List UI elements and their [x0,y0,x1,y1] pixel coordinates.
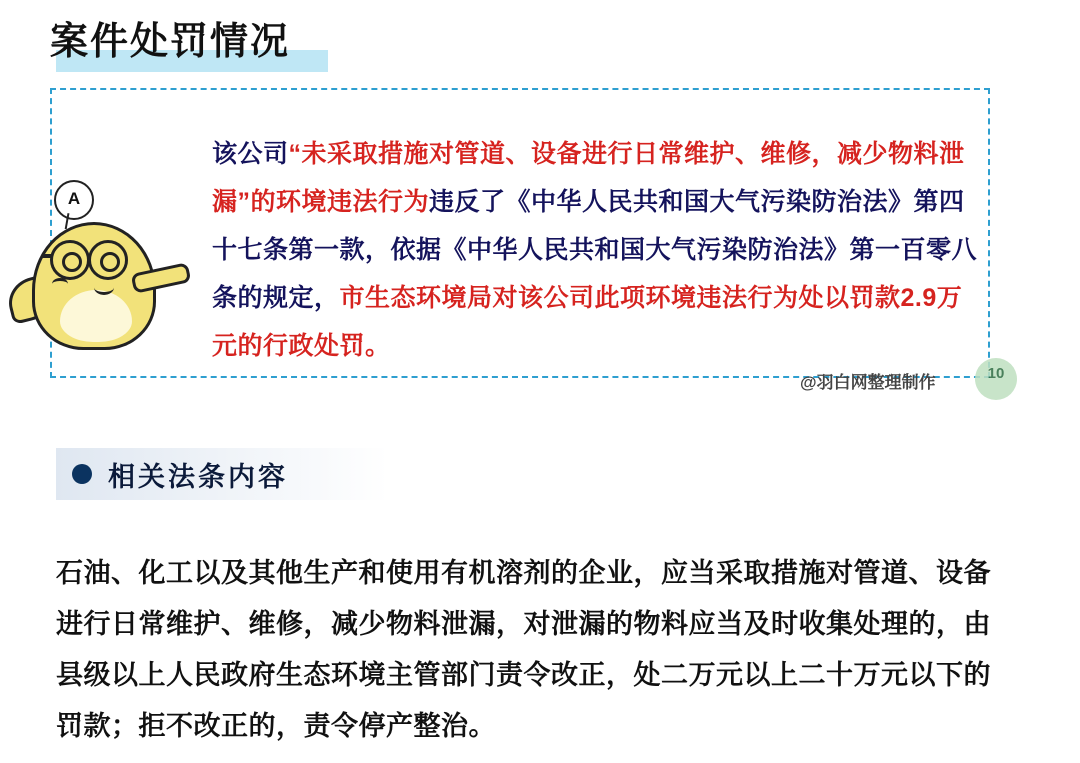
watermark-stamp [975,358,1017,400]
case-paragraph-run-3: 市生态环境局对该公司此项环境违法行为处以罚款2.9万元的行政处罚。 [212,284,963,360]
credit-text: @羽白网整理制作 [800,373,936,392]
section-heading [56,448,388,500]
mascot-balloon: A [54,180,94,220]
mascot-goggle-right [88,240,128,280]
page-title-text: 案件处罚情况 [50,21,291,63]
page-title [50,16,290,72]
case-paragraph-run-2: 违反了《中华人民共和国大气污染防治法》第四十七条第一款，依据《中华人民共和国大气污染防治法》第一百零八条的规定， [212,188,978,312]
case-paragraph [212,130,980,370]
mascot-cheek [52,278,68,290]
case-paragraph-run-1: “未采取措施对管道、设备进行日常维护、维修，减少物料泄漏”的环境违法行为 [212,140,965,216]
section-heading-label: 相关法条内容 [108,461,288,492]
mascot-pupil-right [100,252,120,272]
watermark-stamp-number: 10 [987,365,1005,382]
bullet-dot-icon [72,464,92,484]
case-paragraph-run-0: 该公司 [212,140,289,168]
mascot-goggle-left [50,240,90,280]
law-body-text: 石油、化工以及其他生产和使用有机溶剂的企业，应当采取措施对管道、设备进行日常维护、维修，减少物料泄漏，对泄漏的物料应当及时收集处理的，由县级以上人民政府生态环境主管部门责令改正，处二万元以上二十万元以下的罚款；拒不改正的，责令停产整治。 [56,558,991,741]
mascot-fish-icon [8,180,188,370]
mascot-pupil-left [62,252,82,272]
mascot-mouth [94,280,114,295]
